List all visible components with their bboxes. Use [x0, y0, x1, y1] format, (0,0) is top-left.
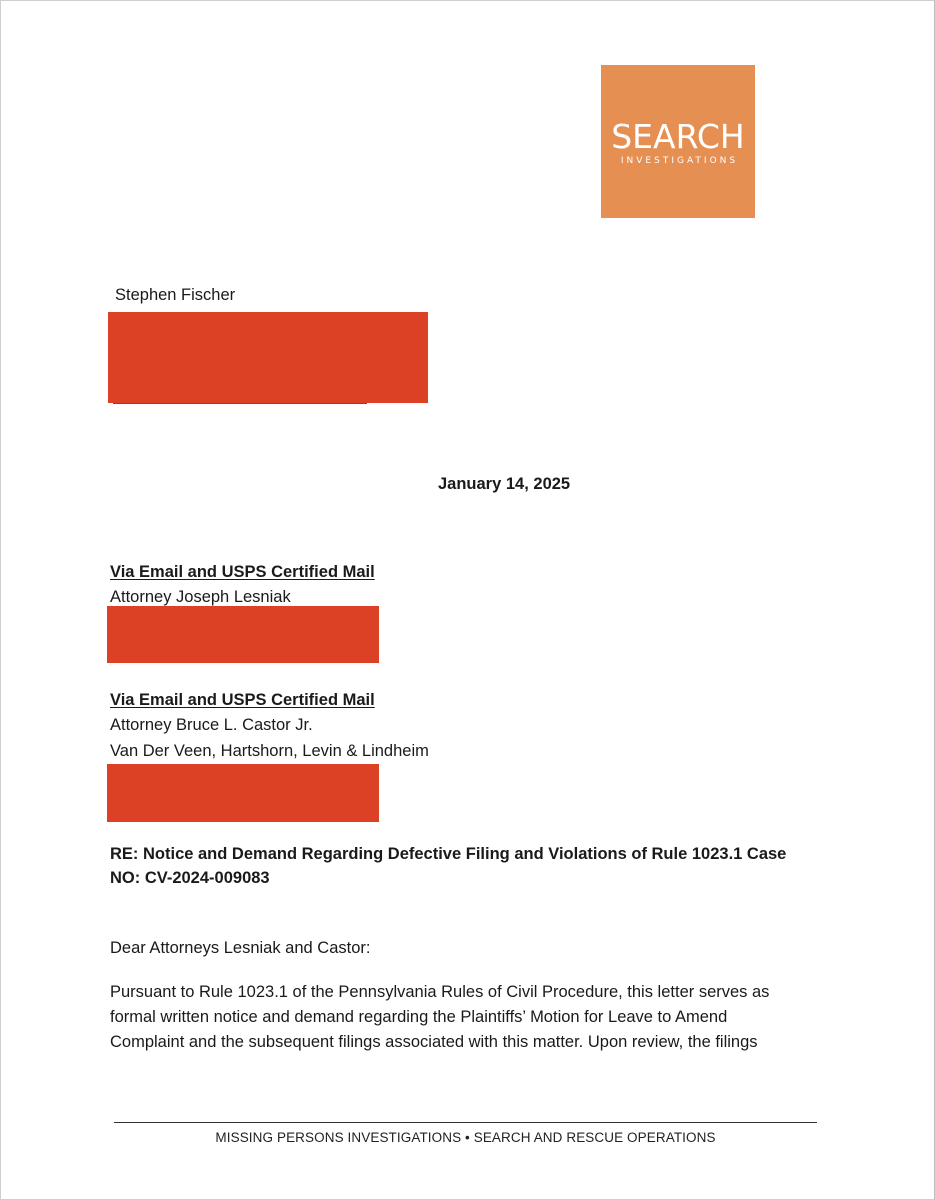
redaction-recipient-1-address: [107, 606, 379, 663]
body-paragraph: [110, 980, 840, 1055]
logo-main-text: SEARCH: [611, 117, 745, 156]
subject-line: [110, 842, 840, 890]
subject-line-2: NO: CV-2024-009083: [110, 869, 270, 887]
body-line: Complaint and the subsequent filings associated with this matter. Upon review, the filings: [110, 1033, 758, 1051]
logo-sub-text: INVESTIGATIONS: [620, 156, 739, 166]
subject-line-1: RE: Notice and Demand Regarding Defective Filing and Violations of Rule 1023.1 Case: [110, 845, 787, 863]
footer-divider: [114, 1122, 817, 1123]
body-line: Pursuant to Rule 1023.1 of the Pennsylvania Rules of Civil Procedure, this letter serves as: [110, 983, 770, 1001]
salutation: Dear Attorneys Lesniak and Castor:: [110, 939, 371, 957]
letter-date: January 14, 2025: [438, 475, 571, 493]
sender-name: Stephen Fischer: [115, 286, 236, 304]
recipient-1-delivery-method: Via Email and USPS Certified Mail: [110, 563, 375, 581]
recipient-2-delivery-method: Via Email and USPS Certified Mail: [110, 691, 375, 709]
redaction-recipient-2-address: [107, 764, 379, 822]
recipient-2-firm: Van Der Veen, Hartshorn, Levin & Lindheim: [110, 742, 429, 760]
body-line: formal written notice and demand regarding the Plaintiffs’ Motion for Leave to Amend: [110, 1008, 728, 1026]
footer-text: MISSING PERSONS INVESTIGATIONS • SEARCH AND RESCUE OPERATIONS: [215, 1130, 716, 1145]
recipient-1-name: Attorney Joseph Lesniak: [110, 588, 291, 606]
redaction-sender-contact: [108, 312, 428, 403]
search-investigations-logo: [601, 65, 755, 218]
recipient-2-name: Attorney Bruce L. Castor Jr.: [110, 716, 313, 734]
